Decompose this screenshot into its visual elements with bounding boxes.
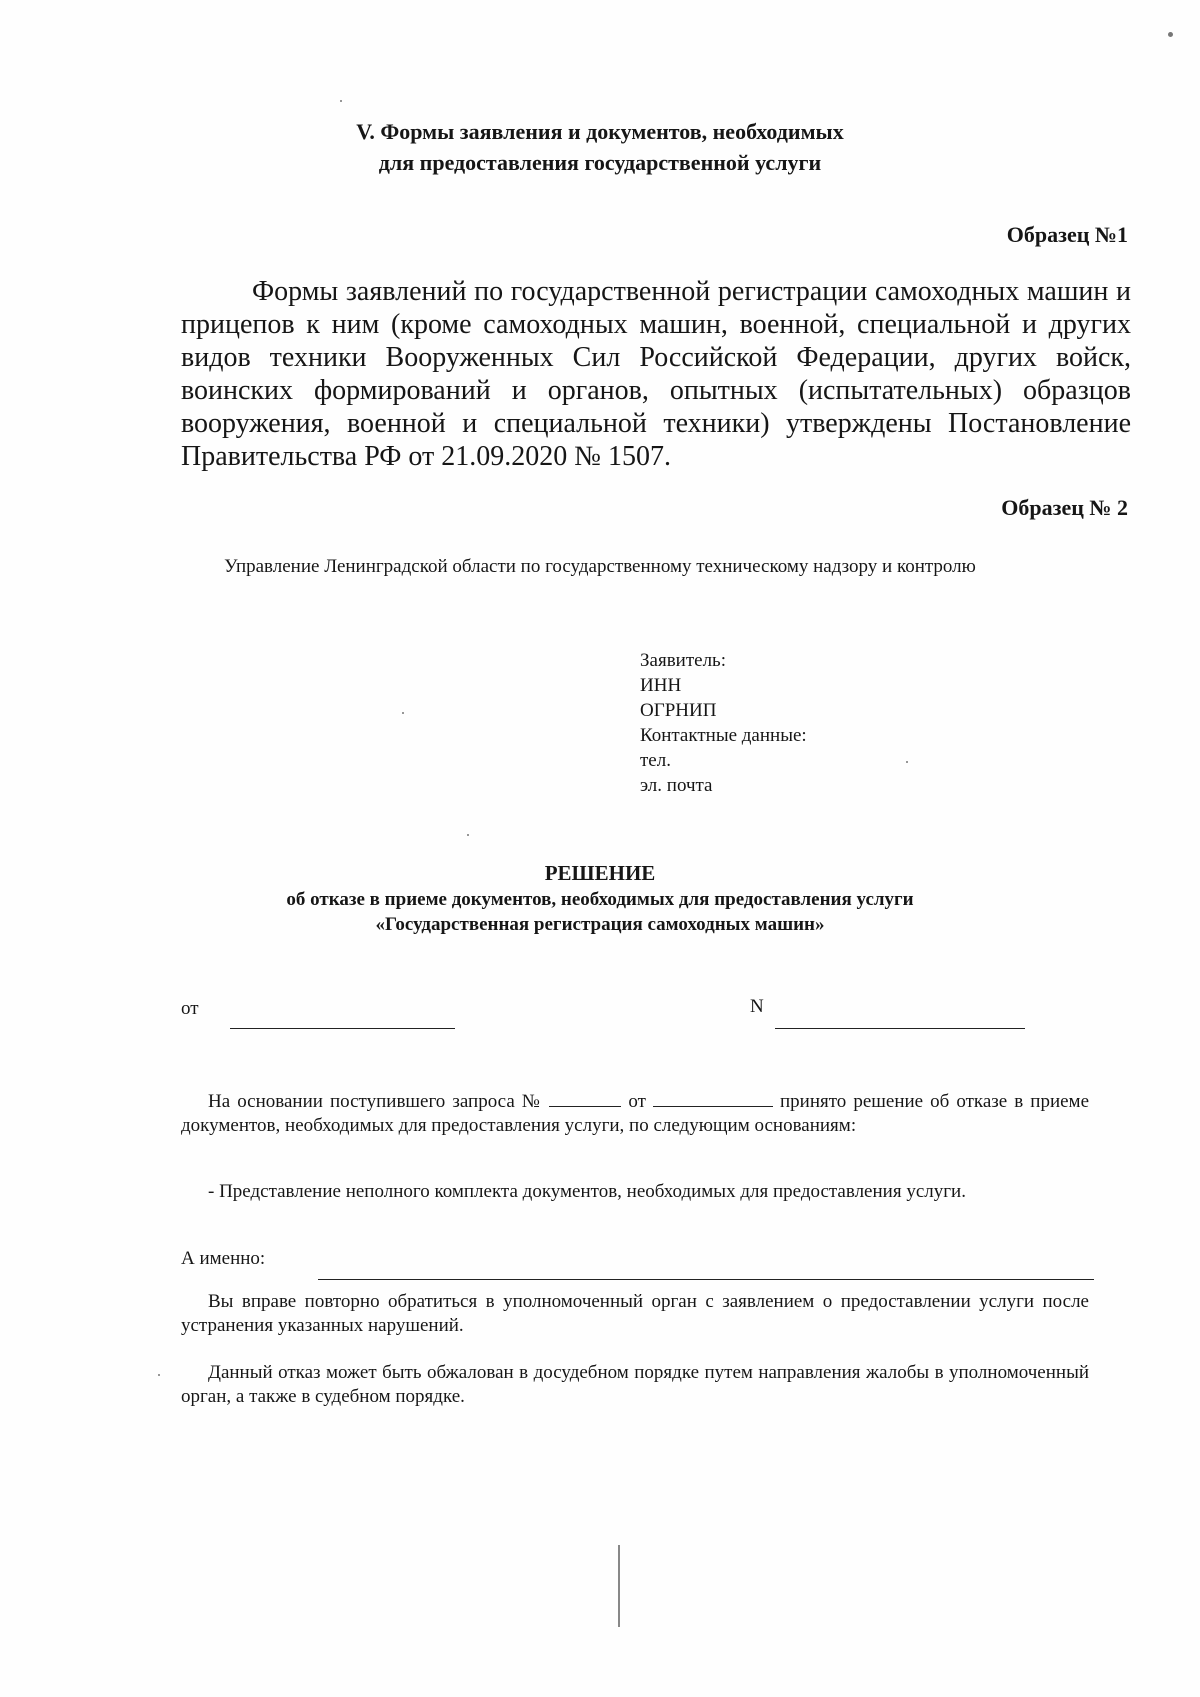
decision-title: РЕШЕНИЕ — [544, 861, 656, 885]
sample1-label: Образец №1 — [1006, 222, 1128, 247]
right-to-reapply-paragraph: Вы вправе повторно обратиться в уполномоченный орган с заявлением о предоставлении услуги после устранения указанных нарушений. — [181, 1291, 1089, 1336]
request-text-part2: от — [628, 1091, 646, 1112]
namely-label: А именно: — [181, 1248, 266, 1269]
ogrnip-label: ОГРНИП — [640, 700, 717, 721]
decision-subtitle-line1: об отказе в приеме документов, необходимых для предоставления услуги — [286, 889, 914, 910]
request-number-blank — [549, 1090, 621, 1107]
applicant-block — [640, 648, 807, 798]
request-text-part3: принято решение об отказе в приеме документов, необходимых для предоставления услуги, по следующим основаниям: — [181, 1091, 1090, 1136]
sample2-label: Образец № 2 — [1001, 495, 1128, 520]
section-title-line1: V. Формы заявления и документов, необходимых — [356, 119, 844, 144]
date-blank-line — [230, 1028, 455, 1029]
contacts-label: Контактные данные: — [640, 725, 807, 746]
request-date-blank — [653, 1090, 773, 1107]
section-title — [200, 116, 1000, 178]
reason-paragraph: - Представление неполного комплекта документов, необходимых для предоставления услуги. — [208, 1181, 966, 1202]
scan-speck — [467, 834, 469, 836]
date-label: от — [181, 998, 199, 1019]
authority-name: Управление Ленинградской области по государственному техническому надзору и контролю — [224, 556, 976, 577]
scan-speck — [402, 712, 404, 714]
inn-label: ИНН — [640, 675, 682, 696]
request-text-part1: На основании поступившего запроса № — [208, 1091, 543, 1112]
email-label: эл. почта — [640, 775, 713, 796]
scan-line — [618, 1545, 620, 1627]
appeal-paragraph: Данный отказ может быть обжалован в досудебном порядке путем направления жалобы в уполномоченный орган, а также в судебном порядке. — [181, 1362, 1089, 1407]
number-label: N — [750, 996, 764, 1017]
applicant-label: Заявитель: — [640, 650, 726, 671]
section-title-line2: для предоставления государственной услуги — [378, 150, 822, 175]
scan-speck — [906, 761, 908, 763]
sample1-text: Формы заявлений по государственной регистрации самоходных машин и прицепов к ним (кроме самоходных машин, военной, специальной и других видов техники Вооруженных Сил Российской Федерации, других войск, воинских формирований и органов, опытных (испытательных) образцов вооружения, военной и специальной техники) утверждены Постановление Правительства РФ от 21.09.2020 № 1507. — [181, 276, 1131, 472]
decision-heading — [150, 860, 1050, 937]
scan-speck — [1168, 32, 1173, 37]
namely-blank-line — [318, 1279, 1094, 1280]
number-blank-line — [775, 1028, 1025, 1029]
scan-speck — [340, 100, 342, 102]
scan-speck — [158, 1374, 160, 1376]
phone-label: тел. — [640, 750, 671, 771]
decision-subtitle-line2: «Государственная регистрация самоходных машин» — [375, 914, 825, 935]
request-paragraph — [181, 1090, 1089, 1138]
